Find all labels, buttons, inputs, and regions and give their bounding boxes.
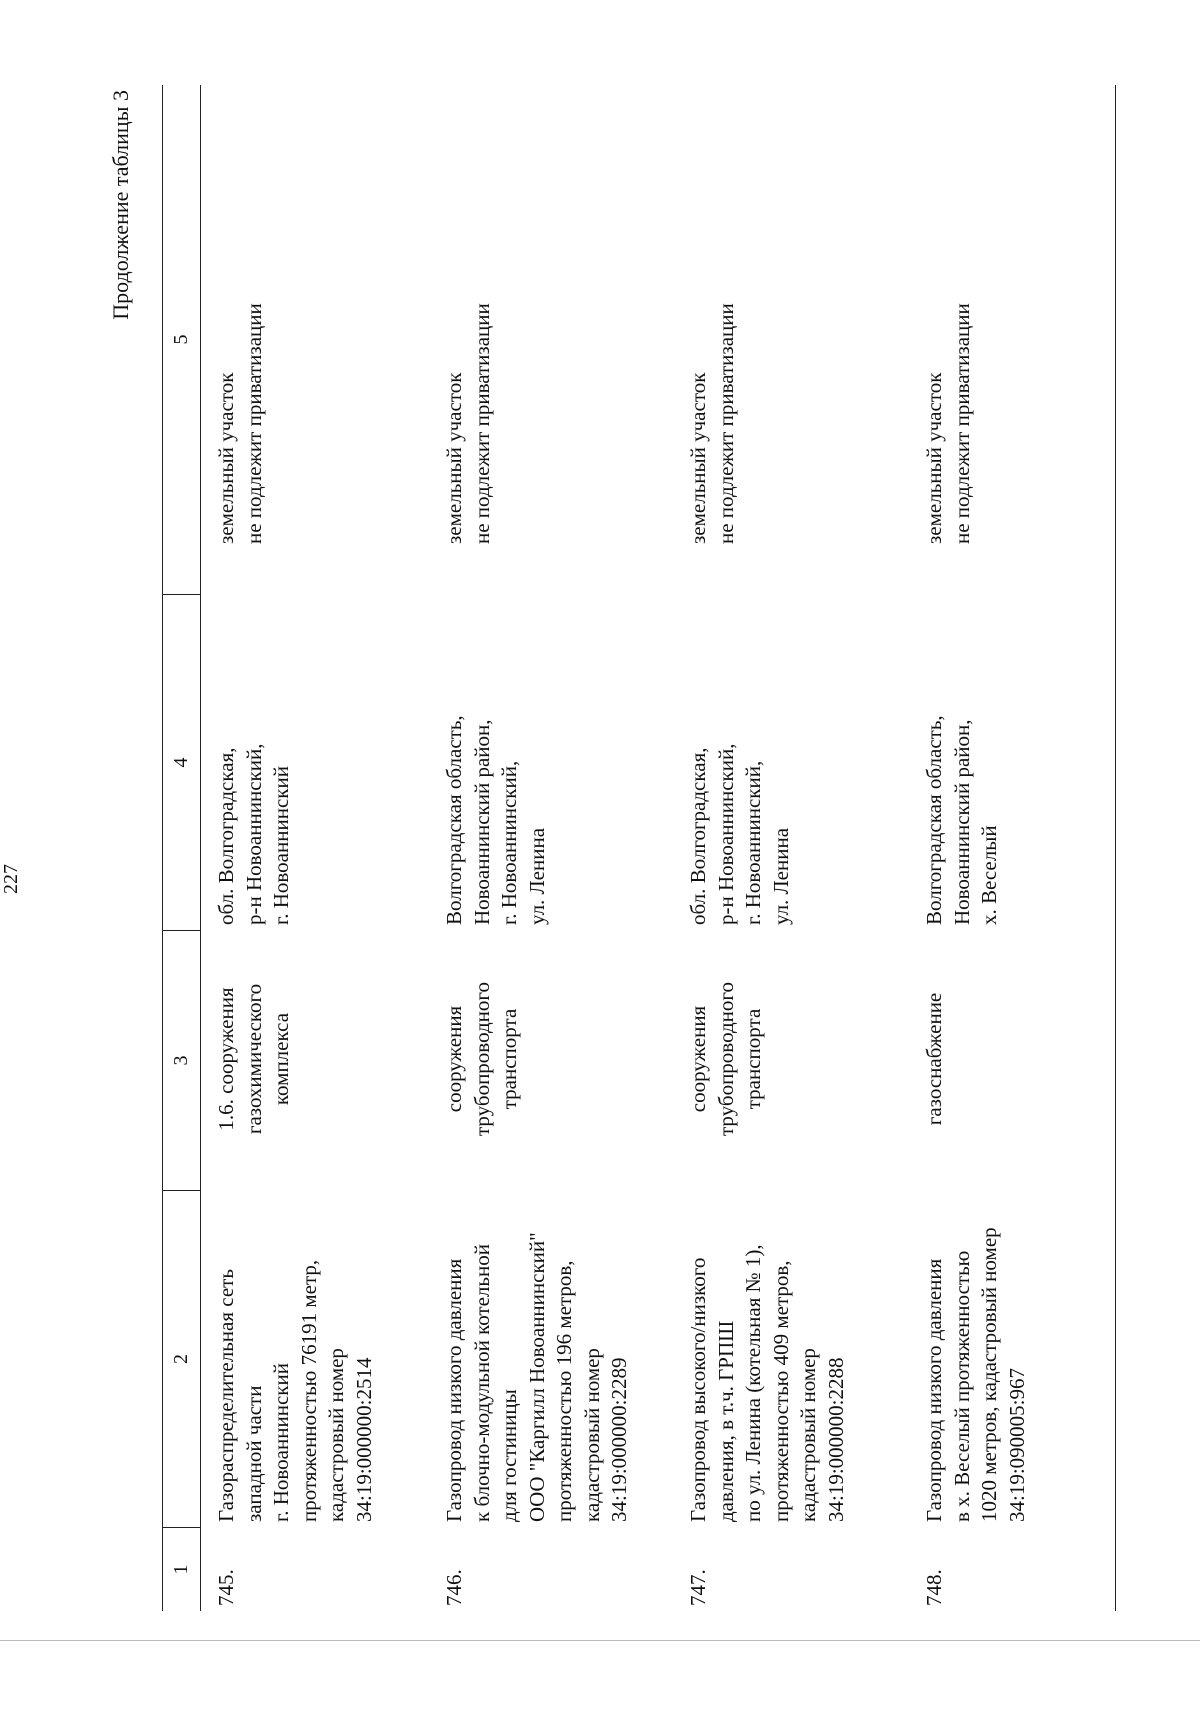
object-type: сооружения трубопроводного транспорта xyxy=(442,982,521,1136)
object-address: обл. Волгоградская, р-н Новоаннинский, г. Новоаннинский xyxy=(214,743,293,925)
table-caption: Продолжение таблицы 3 xyxy=(108,90,133,320)
row-number: 747. xyxy=(686,1569,710,1606)
object-address: Волгоградская область, Новоаннинский район, х. Веселый xyxy=(922,715,1001,925)
row-number: 746. xyxy=(442,1569,466,1606)
land-status: земельный участок не подлежит приватизации xyxy=(922,303,974,544)
property-table xyxy=(162,85,1116,1611)
table-row xyxy=(429,85,673,1611)
page-number: 227 xyxy=(0,864,22,894)
object-type: сооружения трубопроводного транспорта xyxy=(686,982,765,1136)
row-number: 745. xyxy=(214,1569,238,1606)
object-description: Газопровод высокого/низкого давления, в т.ч. ГРПШ по ул. Ленина (котельная № 1), протяженностью 409 метров, кадастровый номер 34:19:000000:2288 xyxy=(686,1244,848,1522)
column-header-3: 3 xyxy=(163,930,200,1190)
land-status: земельный участок не подлежит приватизации xyxy=(214,303,266,544)
table-row xyxy=(201,85,429,1611)
column-header-5: 5 xyxy=(170,334,192,345)
column-header-2: 2 xyxy=(163,1190,200,1527)
land-status: земельный участок не подлежит приватизации xyxy=(686,303,738,544)
table-header-row xyxy=(163,85,201,1611)
object-description: Газопровод низкого давления к блочно-модульной котельной для гостиницы ООО "Каргилл Новоаннинский" протяженностью 196 метров, кадастровый номер 34:19:000000:2289 xyxy=(442,1232,631,1522)
row-number: 748. xyxy=(922,1569,946,1606)
land-status: земельный участок не подлежит приватизации xyxy=(442,303,494,544)
scan-edge-line xyxy=(0,1640,1200,1641)
object-address: Волгоградская область, Новоаннинский район, г. Новоаннинский, ул. Ленина xyxy=(442,715,549,925)
table-row xyxy=(673,85,909,1611)
object-address: обл. Волгоградская, р-н Новоаннинский, г. Новоаннинский, ул. Ленина xyxy=(686,743,793,925)
object-type: 1.6. сооружения газохимического комплекса xyxy=(214,983,293,1135)
column-header-4: 4 xyxy=(163,594,200,930)
column-header-1: 1 xyxy=(163,1527,200,1611)
object-description: Газораспределительная сеть западной части г. Новоаннинский протяженностью 76191 метр, кадастровый номер 34:19:000000:2514 xyxy=(214,1259,376,1522)
object-type: газоснабжение xyxy=(922,992,946,1126)
object-description: Газопровод низкого давления в х. Веселый протяженностью 1020 метров, кадастровый номер 34:19:090005:967 xyxy=(922,1227,1029,1522)
table-row xyxy=(909,85,1115,1611)
